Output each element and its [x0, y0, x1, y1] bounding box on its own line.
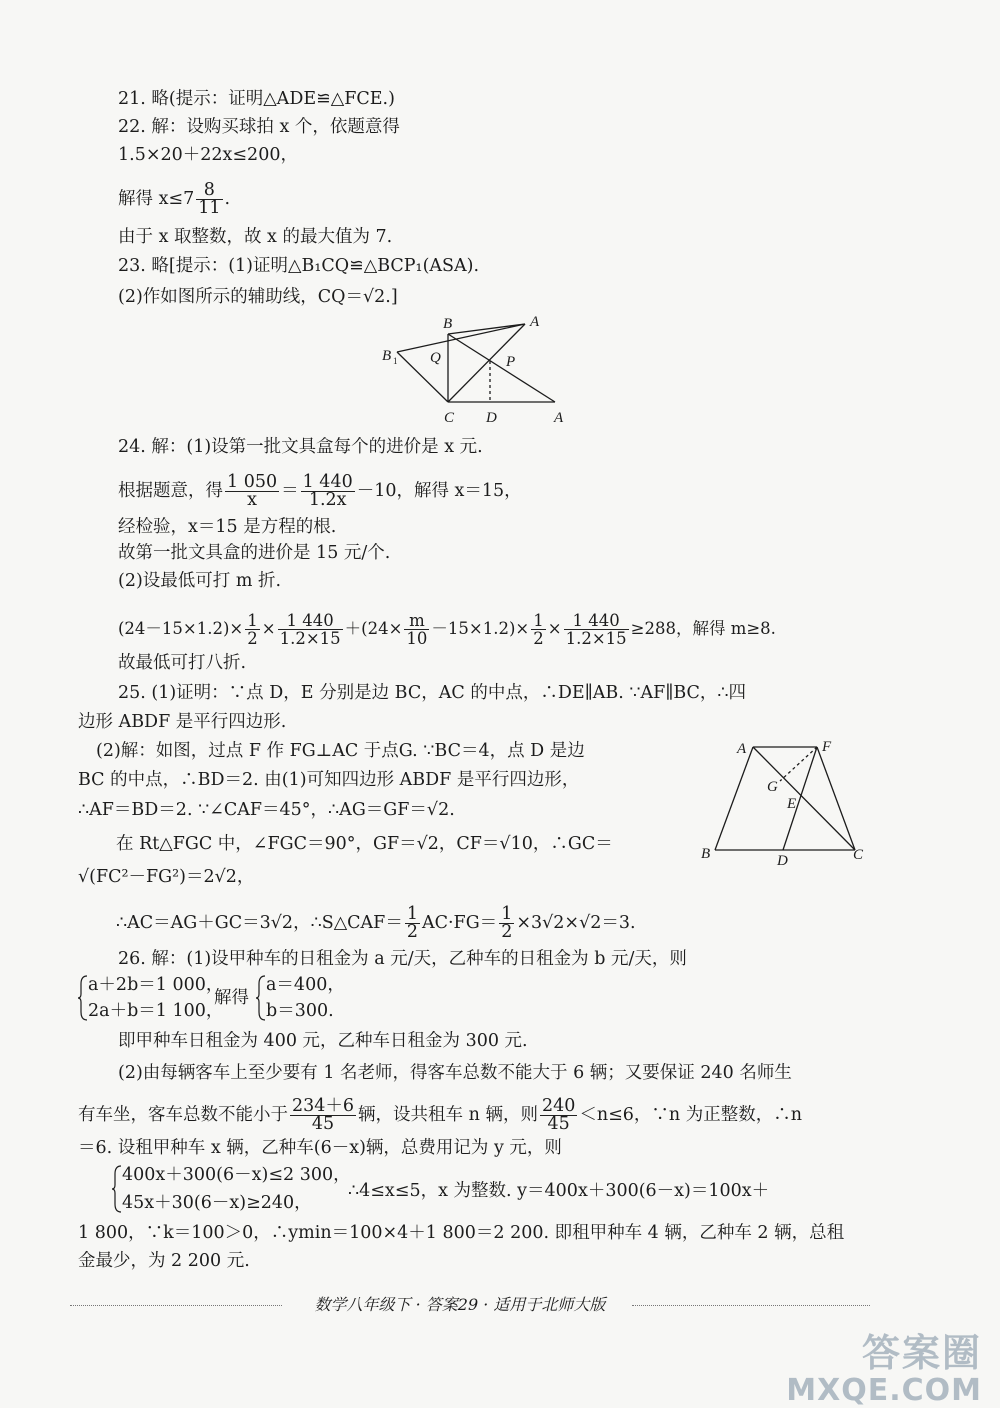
- label-P1: P: [506, 354, 516, 370]
- page-footer: 数学八年级下 · 答案29 · 适用于北师大版: [314, 1295, 606, 1314]
- figure-23: [370, 312, 580, 437]
- q26-line4: (2)由每辆客车上至少要有 1 名老师，得客车总数不能大于 6 辆；又要保证 240 名师生: [118, 1063, 792, 1083]
- label-E: E: [787, 796, 797, 812]
- q24-line2: 根据题意，得 $\frac{1 050}{x}$ ＝ $\frac{1 440}{1.2x}$ －10，解得 x＝15，: [118, 472, 522, 510]
- q22-line3: 解得 x≤7 $\frac{8}{11}$ .: [118, 180, 231, 218]
- q26-line3: 即甲种车日租金为 400 元，乙种车日租金为 300 元.: [118, 1031, 528, 1051]
- q23-line1: 23. 略[提示：(1)证明△B₁CQ≌△BCP₁(ASA).: [118, 256, 480, 276]
- q25-line3: (2)解：如图，过点 F 作 FG⊥AC 于点G. ∵BC＝4，点 D 是边: [96, 741, 585, 761]
- q26-system2: 400x＋300(6－x)≤2 300， 45x＋30(6－x)≥240， ∴4≤x≤5，x 为整数. y＝400x＋300(6－x)＝100x＋: [112, 1164, 872, 1214]
- label-G: G: [767, 779, 778, 795]
- q24-line1: 24. 解：(1)设第一批文具盒每个的进价是 x 元.: [118, 437, 483, 457]
- q26-line5: 有车坐，客车总数不能小于 $\frac{234+6}{45}$ 辆，设共租车 n 辆，则 $\frac{240}{45}$ ＜n≤6，∵n 为正整数，∴n: [78, 1096, 803, 1134]
- label-A1: A: [530, 314, 540, 330]
- fraction: $\frac{234+6}{45}$: [292, 1096, 355, 1134]
- figure-25: [695, 735, 875, 875]
- label-C: C: [444, 410, 455, 426]
- fraction: $\frac{1 440}{1.2\times 15}$: [565, 611, 627, 648]
- q22-line4: 由于 x 取整数，故 x 的最大值为 7.: [118, 227, 393, 247]
- q24-line5: (2)设最低可打 m 折.: [118, 571, 282, 591]
- q23-line2: (2)作如图所示的辅助线，CQ＝√2.]: [118, 287, 398, 307]
- q25-line2: 边形 ABDF 是平行四边形.: [78, 712, 287, 732]
- q24-line7: 故最低可打八折.: [118, 653, 247, 673]
- q21-line: 21. 略(提示：证明△ADE≌△FCE.): [118, 89, 395, 109]
- label-A: A: [554, 410, 564, 426]
- q25-line7: √(FC²－FG²)＝2√2，: [78, 867, 255, 887]
- label-B: B: [443, 316, 453, 332]
- q26-line9: 金最少，为 2 200 元.: [78, 1251, 250, 1271]
- fraction: $\frac{1 050}{x}$: [227, 472, 278, 510]
- watermark-logo: 答案圈 MXQE.COM: [786, 1331, 982, 1408]
- q26-line8: 1 800，∵k＝100＞0，∴ymin＝100×4＋1 800＝2 200. 即租甲种车 4 辆，乙种车 2 辆，总租: [78, 1223, 845, 1243]
- q26-line1: 26. 解：(1)设甲种车的日租金为 a 元/天，乙种车的日租金为 b 元/天，则: [118, 949, 687, 969]
- fraction: $\frac{1 440}{1.2x}$: [302, 472, 353, 510]
- fraction: $\frac{8}{11}$: [198, 180, 221, 218]
- label-B1-sub: 1: [393, 356, 398, 366]
- fraction: $\frac{1 440}{1.2\times 15}$: [279, 611, 341, 648]
- brace-icon: [256, 974, 266, 1022]
- brace-icon: [112, 1164, 122, 1214]
- q25-line1: 25. (1)证明：∵点 D，E 分别是边 BC，AC 的中点，∴DE∥AB. ∵AF∥BC，∴四: [118, 683, 747, 703]
- fraction: $\frac{m}{10}$: [406, 611, 428, 648]
- label-Q: Q: [430, 350, 441, 366]
- q22-line2: 1.5×20＋22x≤200，: [118, 145, 298, 165]
- brace-icon: [78, 974, 88, 1022]
- q24-line4: 故第一批文具盒的进价是 15 元/个.: [118, 543, 391, 563]
- footer-rule-right: [632, 1305, 870, 1306]
- q25-line5: ∴AF＝BD＝2. ∵∠CAF＝45°，∴AG＝GF＝√2.: [78, 800, 455, 820]
- label-D: D: [777, 853, 788, 869]
- q26-line6: ＝6. 设租甲种车 x 辆，乙种车(6－x)辆，总费用记为 y 元，则: [78, 1138, 562, 1158]
- label-D: D: [486, 410, 497, 426]
- q24-line3: 经检验，x＝15 是方程的根.: [118, 517, 337, 537]
- q22-text: 解得 x≤7: [118, 189, 195, 209]
- q25-line4: BC 的中点，∴BD＝2. 由(1)可知四边形 ABDF 是平行四边形，: [78, 770, 580, 790]
- fraction: $\frac{240}{45}$: [541, 1096, 576, 1134]
- label-B: B: [701, 846, 711, 862]
- label-A: A: [737, 741, 747, 757]
- label-B1: B: [382, 348, 392, 364]
- fraction: $\frac{1}{2}$: [501, 904, 513, 942]
- fraction: $\frac{1}{2}$: [247, 611, 258, 648]
- q25-line8: ∴AC＝AG＋GC＝3√2，∴S△CAF＝ $\frac{1}{2}$ AC·FG＝ $\frac{1}{2}$ ×3√2×√2＝3.: [116, 904, 636, 942]
- q25-line6: 在 Rt△FGC 中，∠FGC＝90°，GF＝√2，CF＝√10，∴GC＝: [116, 834, 613, 854]
- label-C: C: [853, 847, 864, 863]
- label-F: F: [822, 739, 832, 755]
- q24-line6: (24－15×1.2)× $\frac{1}{2}$ × $\frac{1 440}{1.2\times 15}$ ＋(24× $\frac{m}{10}$ －15×1.2)× $\frac{1}{2}$ × $\frac{1 440}{1.2\times 15}$ ≥288，解得 m≥8.: [118, 611, 776, 648]
- fraction: $\frac{1}{2}$: [533, 611, 544, 648]
- fraction: $\frac{1}{2}$: [406, 904, 418, 942]
- q22-line1: 22. 解：设购买球拍 x 个，依题意得: [118, 117, 400, 137]
- footer-rule-left: [70, 1305, 282, 1306]
